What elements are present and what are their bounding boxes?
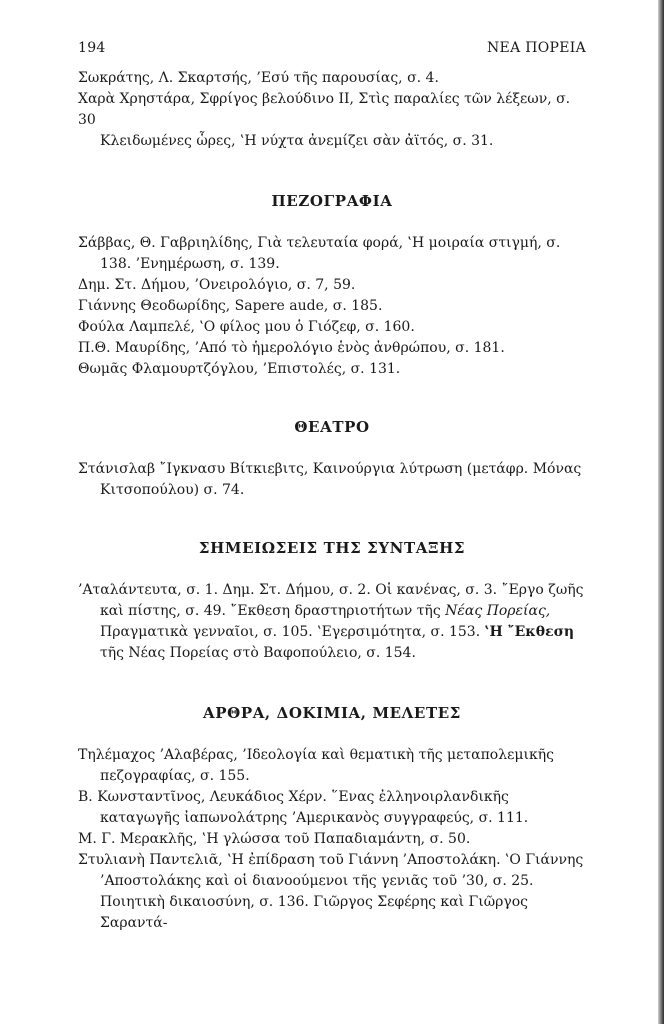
list-item: Χαρὰ Χρηστάρα, Σφρίγος βελούδινο ΙΙ, Στὶς παραλίες τῶν λέξεων, σ. 30 xyxy=(78,91,571,128)
journal-name-italic: Νέας Πορείας, xyxy=(445,603,551,619)
note-text-3: τῆς Νέας Πορείας στὸ Βαφοπούλειο, σ. 154. xyxy=(100,645,416,661)
poetry-continued-list xyxy=(78,68,586,152)
exhibition-title-bold: ‛Η ῎Εκθεση xyxy=(484,624,575,640)
list-item: Σάββας, Θ. Γαβριηλίδης, Γιὰ τελευταία φορά, ‛Η μοιραία στιγμή, σ. 138. ’Ενημέρωση, σ. 139. xyxy=(78,235,561,272)
section-title-articles: ΑΡΘΡΑ, ΔΟΚΙΜΙΑ, ΜΕΛΕΤΕΣ xyxy=(203,704,461,722)
section-title-editorial-notes: ΣΗΜΕΙΩΣΕΙΣ ΤΗΣ ΣΥΝΤΑΞΗΣ xyxy=(198,539,466,557)
list-item: Φούλα Λαμπελέ, ‛Ο φίλος μου ὁ Γιόζεφ, σ. 160. xyxy=(78,319,415,335)
index-content xyxy=(78,68,586,934)
prose-list xyxy=(78,233,586,380)
editorial-notes-list xyxy=(78,580,586,664)
list-item xyxy=(78,580,586,664)
list-item: Μ. Γ. Μερακλῆς, ‛Η γλώσσα τοῦ Παπαδιαμάντη, σ. 50. xyxy=(78,831,471,847)
list-item: Στυλιανὴ Παντελιᾶ, ‛Η ἐπίδραση τοῦ Γιάννη ’Αποστολάκη. ‛Ο Γιάννης ’Αποστολάκης καὶ οἱ διανοούμενοι τῆς γενιᾶς τοῦ ’30, σ. 25. Ποιητικὴ δικαιοσύνη, σ. 136. Γιῶργος Σεφέρης καὶ Γιῶργος Σαραντά- xyxy=(78,852,584,931)
section-title-theatre: ΘΕΑΤΡΟ xyxy=(294,418,370,436)
list-item: Β. Κωνσταντῖνος, Λευκάδιος Χέρν. ῞Ενας ἐλληνοιρλανδικῆς καταγωγῆς ἰαπωνολάτρης ’Αμερικανὸς συγγραφεύς, σ. 111. xyxy=(78,789,529,826)
note-text-2: Πραγματικὰ γενναῖοι, σ. 105. ‛Εγερσιμότητα, σ. 153. xyxy=(100,624,485,640)
articles-list xyxy=(78,745,586,934)
list-item: Κλειδωμένες ὧρες, ‛Η νύχτα ἀνεμίζει σὰν ἀϊτός, σ. 31. xyxy=(100,133,494,149)
list-item: Στάνισλαβ ῎Ιγκνασυ Βίτκιεβιτς, Καινούργια λύτρωση (μετάφρ. Μόνας Κιτσοπούλου) σ. 74. xyxy=(78,461,582,498)
list-item: Π.Θ. Μαυρίδης, ’Από τὸ ἡμερολόγιο ἑνὸς ἀνθρώπου, σ. 181. xyxy=(78,340,505,356)
list-item: Δημ. Στ. Δήμου, ’Ονειρολόγιο, σ. 7, 59. xyxy=(78,277,356,293)
list-item: Γιάννης Θεοδωρίδης, Sapere aude, σ. 185. xyxy=(78,298,383,314)
list-item: Σωκράτης, Λ. Σκαρτσής, ’Εσύ τῆς παρουσίας, σ. 4. xyxy=(78,70,439,86)
section-title-prose: ΠΕΖΟΓΡΑΦΙΑ xyxy=(271,192,393,210)
list-item: Θωμᾶς Φλαμουρτζόγλου, ’Επιστολές, σ. 131. xyxy=(78,361,401,377)
page-edge-shadow xyxy=(658,0,664,1024)
page-number: 194 xyxy=(78,40,106,56)
running-title: ΝΕΑ ΠΟΡΕΙΑ xyxy=(487,40,586,56)
note-text-1: ’Αταλάντευτα, σ. 1. Δημ. Στ. Δήμου, σ. 2. Οἱ κανένας, σ. 3. ῎Εργο ζωῆς καὶ πίστης, σ. 49. ῎Εκθεση δραστηριοτήτων τῆς xyxy=(78,582,584,619)
page-header xyxy=(78,40,586,56)
theatre-list xyxy=(78,459,586,501)
list-item: Τηλέμαχος ’Αλαβέρας, ’Ιδεολογία καὶ θεματικὴ τῆς μεταπολεμικῆς πεζογραφίας, σ. 155. xyxy=(78,747,554,784)
